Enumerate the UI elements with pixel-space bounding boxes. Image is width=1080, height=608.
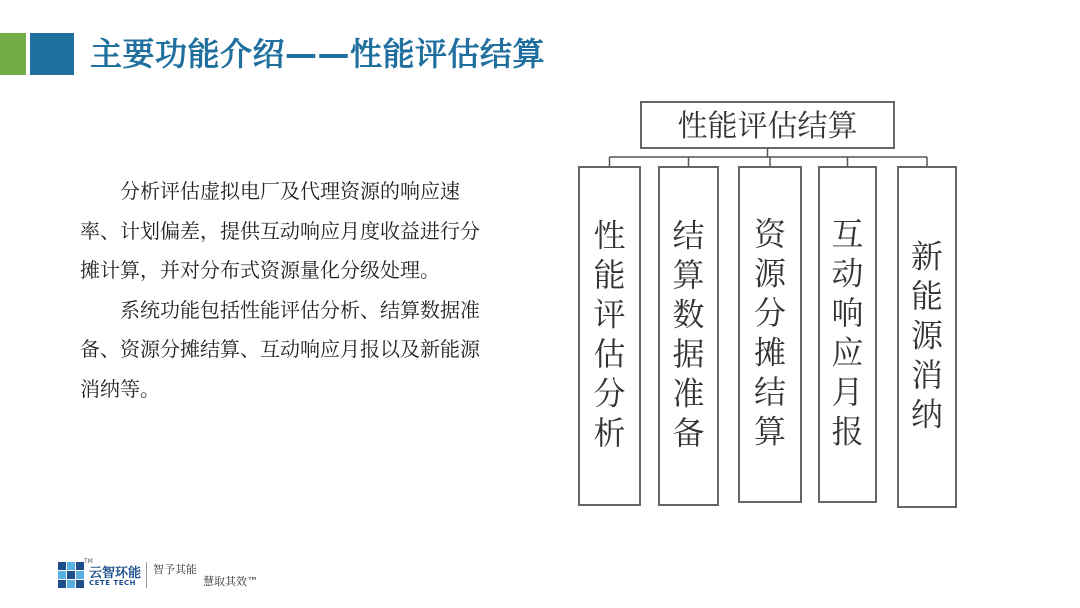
child-node bbox=[898, 167, 956, 507]
description-paragraph-2: 系统功能包括性能评估分析、结算数据准备、资源分摊结算、互动响应月报以及新能源消纳等。 bbox=[80, 297, 480, 401]
connector-lines bbox=[610, 148, 928, 167]
child-node-label: 结算数据准备 bbox=[672, 216, 705, 452]
root-node bbox=[641, 102, 894, 148]
child-node bbox=[659, 167, 718, 505]
slogan-line-1: 智予其能 bbox=[153, 563, 197, 576]
child-node-label: 互动响应月报 bbox=[831, 215, 864, 451]
child-node-label: 新能源消纳 bbox=[910, 237, 944, 434]
company-logo bbox=[58, 558, 318, 592]
slogan-line-2: 慧取其效™ bbox=[203, 575, 258, 588]
child-node-label: 性能评估分析 bbox=[593, 216, 626, 452]
root-node-label: 性能评估结算 bbox=[677, 109, 858, 144]
slide-title: 主要功能介绍——性能评估结算 bbox=[90, 35, 546, 73]
child-node bbox=[739, 167, 801, 502]
child-node-label: 资源分摊结算 bbox=[753, 215, 787, 451]
logo-trademark: TM bbox=[84, 558, 93, 565]
logo-name-en: CETE TECH bbox=[89, 579, 136, 587]
logo-name-cn: 云智环能 bbox=[89, 566, 142, 581]
logo-divider bbox=[146, 562, 147, 588]
description-paragraph-1: 分析评估虚拟电厂及代理资源的响应速率、计划偏差，提供互动响应月度收益进行分摊计算，并对分布式资源量化分级处理。 bbox=[80, 179, 480, 282]
logo-mark-icon bbox=[58, 562, 84, 588]
child-node bbox=[819, 167, 876, 502]
child-node bbox=[579, 167, 640, 505]
